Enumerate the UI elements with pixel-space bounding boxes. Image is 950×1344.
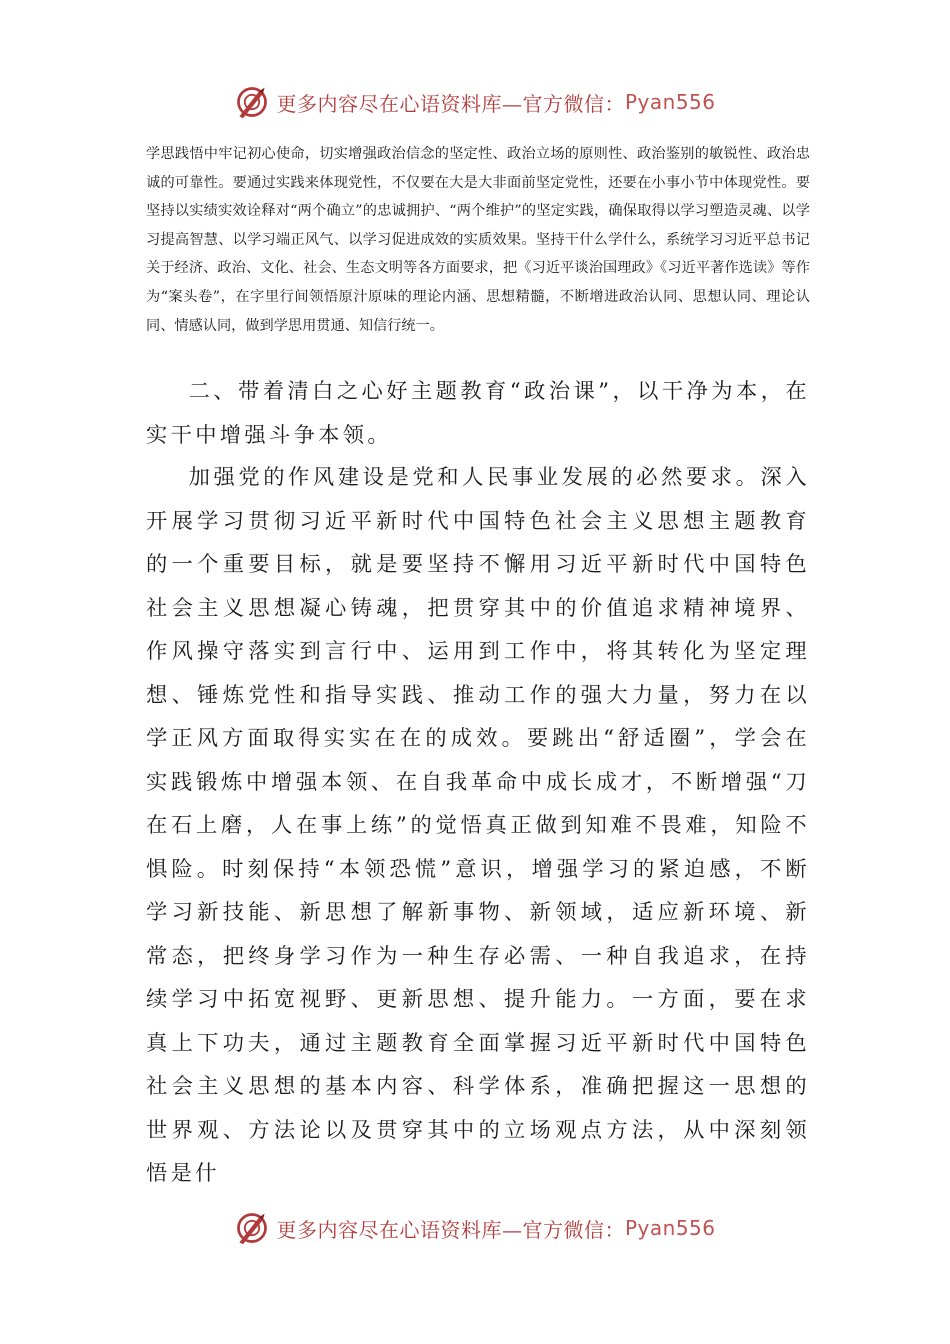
header-banner bbox=[0, 82, 950, 122]
footer-banner bbox=[0, 1208, 950, 1248]
logo-icon bbox=[234, 1210, 270, 1246]
footer-wechat-id: Pyan556 bbox=[624, 1216, 716, 1240]
footer-banner-text: 更多内容尽在心语资料库—官方微信： bbox=[276, 1217, 625, 1242]
continuation-paragraph: 学思践悟中牢记初心使命，切实增强政治信念的坚定性、政治立场的原则性、政治鉴别的敏锐性、政治忠诚的可靠性。要通过实践来体现党性，不仅要在大是大非面前坚定党性，还要在小事小节中体现党性。要坚持以实绩实效诠释对“两个确立”的忠诚拥护、“两个维护”的坚定实践，确保取得以学习塑造灵魂、以学习提高智慧、以学习端正风气、以学习促进成效的实质效果。坚持干什么学什么，系统学习习近平总书记关于经济、政治、文化、社会、生态文明等各方面要求，把《习近平谈治国理政》《习近平著作选读》等作为“案头卷”，在字里行间领悟原汁原味的理论内涵、思想精髓，不断增进政治认同、思想认同、理论认同、情感认同，做到学思用贯通、知信行统一。 bbox=[146, 146, 810, 334]
section-heading: 二、带着清白之心好主题教育“政治课”，以干净为本，在实干中增强斗争本领。 bbox=[146, 379, 810, 448]
logo-icon bbox=[234, 84, 270, 120]
body-paragraph: 加强党的作风建设是党和人民事业发展的必然要求。深入开展学习贯彻习近平新时代中国特色社会主义思想主题教育的一个重要目标，就是要坚持不懈用习近平新时代中国特色社会主义思想凝心铸魂，把贯穿其中的价值追求精神境界、作风操守落实到言行中、运用到工作中，将其转化为坚定理想、锤炼党性和指导实践、推动工作的强大力量，努力在以学正风方面取得实实在在的成效。要跳出“舒适圈”，学会在实践锻炼中增强本领、在自我革命中成长成才，不断增强“刀在石上磨，人在事上练”的觉悟真正做到知难不畏难，知险不惧险。时刻保持“本领恐慌”意识，增强学习的紧迫感，不断学习新技能、新思想了解新事物、新领域，适应新环境、新常态，把终身学习作为一种生存必需、一种自我追求，在持续学习中拓宽视野、更新思想、提升能力。一方面，要在求真上下功夫，通过主题教育全面掌握习近平新时代中国特色社会主义思想的基本内容、科学体系，准确把握这一思想的世界观、方法论以及贯穿其中的立场观点方法，从中深刻领悟是什 bbox=[146, 465, 810, 1186]
header-banner-text: 更多内容尽在心语资料库—官方微信： bbox=[276, 91, 625, 116]
header-wechat-id: Pyan556 bbox=[624, 90, 716, 114]
